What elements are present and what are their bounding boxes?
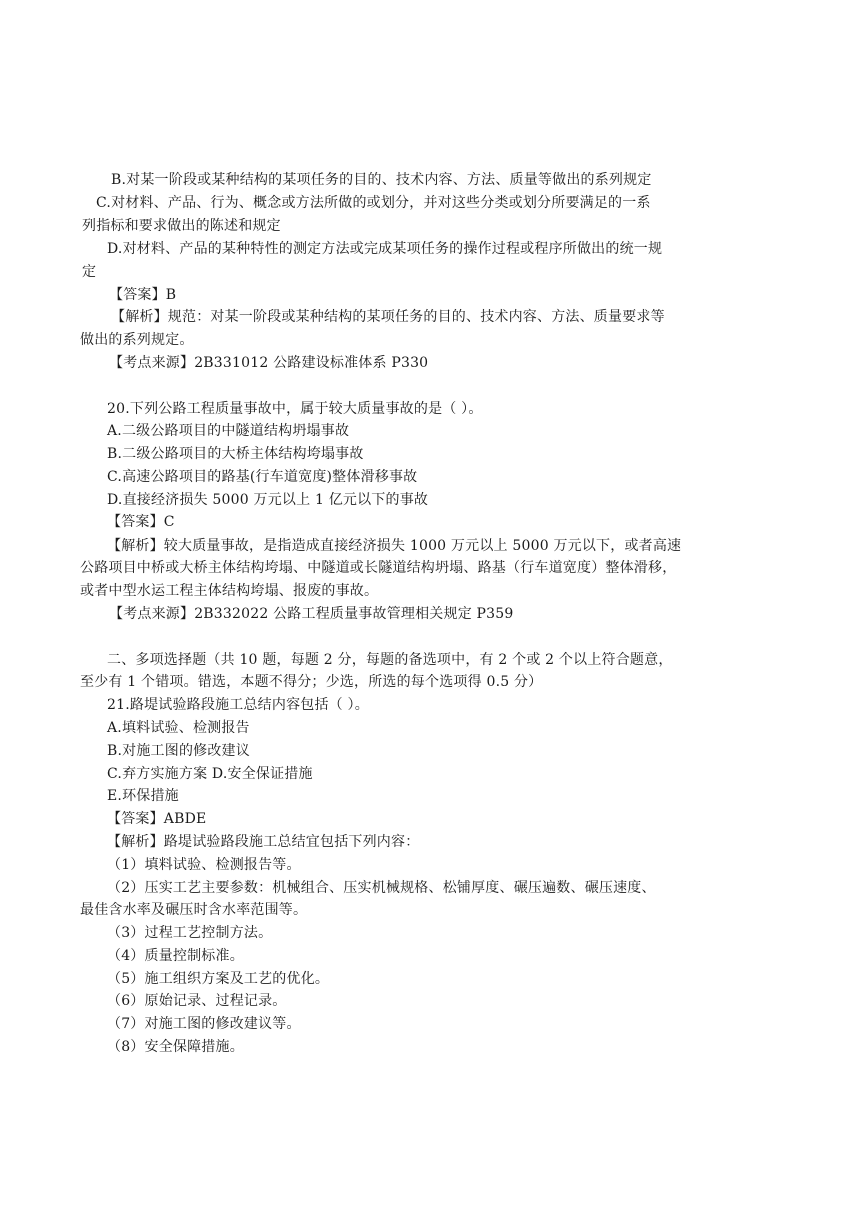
q19-option-d-line2: 定: [82, 264, 97, 280]
q20-stem: 20.下列公路工程质量事故中，属于较大质量事故的是（ ）。: [107, 401, 483, 417]
q21-item-7: （7）对施工图的修改建议等。: [107, 1016, 301, 1032]
q21-option-cd: C.弃方实施方案 D.安全保证措施: [107, 766, 313, 782]
q21-item-5: （5）施工组织方案及工艺的优化。: [107, 971, 330, 987]
q21-item-1: （1）填料试验、检测报告等。: [107, 857, 301, 873]
q20-option-a: A.二级公路项目的中隧道结构坍塌事故: [107, 423, 350, 439]
q19-option-c-line2: 列指标和要求做出的陈述和规定: [82, 218, 281, 234]
q21-item-6: （6）原始记录、过程记录。: [107, 993, 287, 1009]
q20-option-c: C.高速公路项目的路基(行车道宽度)整体滑移事故: [107, 469, 418, 485]
q19-source: 【考点来源】2B331012 公路建设标准体系 P330: [109, 355, 429, 371]
q21-item-3: （3）过程工艺控制方法。: [107, 925, 273, 941]
section2-heading-line2: 至少有 1 个错项。错选，本题不得分；少选，所选的每个选项得 0.5 分）: [80, 674, 543, 690]
q20-analysis-line3: 或者中型水运工程主体结构垮塌、报废的事故。: [80, 583, 379, 599]
q21-analysis-intro: 【解析】路堤试验路段施工总结宜包括下列内容：: [107, 834, 420, 850]
q20-answer: 【答案】C: [107, 514, 175, 530]
q20-analysis-line1: 【解析】较大质量事故，是指造成直接经济损失 1000 万元以上 5000 万元以下，或者高速: [107, 538, 682, 554]
q21-item-4: （4）质量控制标准。: [107, 948, 244, 964]
q19-analysis-line2: 做出的系列规定。: [80, 332, 194, 348]
q21-item-8: （8）安全保障措施。: [107, 1039, 244, 1055]
q21-option-a: A.填料试验、检测报告: [107, 720, 250, 736]
q21-option-b: B.对施工图的修改建议: [107, 743, 250, 759]
q20-source: 【考点来源】2B332022 公路工程质量事故管理相关规定 P359: [109, 606, 514, 622]
q20-option-d: D.直接经济损失 5000 万元以上 1 亿元以下的事故: [107, 492, 429, 508]
q20-option-b: B.二级公路项目的大桥主体结构垮塌事故: [107, 446, 364, 462]
q21-item-2-line2: 最佳含水率及碾压时含水率范围等。: [80, 902, 308, 918]
q19-answer: 【答案】B: [109, 287, 177, 303]
q21-answer: 【答案】ABDE: [107, 811, 207, 827]
section2-heading-line1: 二、多项选择题（共 10 题，每题 2 分，每题的备选项中，有 2 个或 2 个以上符合题意，: [107, 652, 673, 668]
q19-analysis-line1: 【解析】规范：对某一阶段或某种结构的某项任务的目的、技术内容、方法、质量要求等: [111, 309, 665, 325]
q21-item-2-line1: （2）压实工艺主要参数：机械组合、压实机械规格、松铺厚度、碾压遍数、碾压速度、: [107, 880, 656, 896]
q20-analysis-line2: 公路项目中桥或大桥主体结构垮塌、中隧道或长隧道结构坍塌、路基（行车道宽度）整体滑移，: [80, 560, 677, 576]
q19-option-c-line1: C.对材料、产品、行为、概念或方法所做的或划分，并对这些分类或划分所要满足的一系: [96, 195, 651, 211]
q19-option-b: B.对某一阶段或某种结构的某项任务的目的、技术内容、方法、质量等做出的系列规定: [111, 172, 652, 188]
q19-option-d-line1: D.对材料、产品的某种特性的测定方法或完成某项任务的操作过程或程序所做出的统一规: [107, 241, 663, 257]
q21-option-e: E.环保措施: [107, 788, 179, 804]
q21-stem: 21.路堤试验路段施工总结内容包括（ ）。: [107, 697, 369, 713]
